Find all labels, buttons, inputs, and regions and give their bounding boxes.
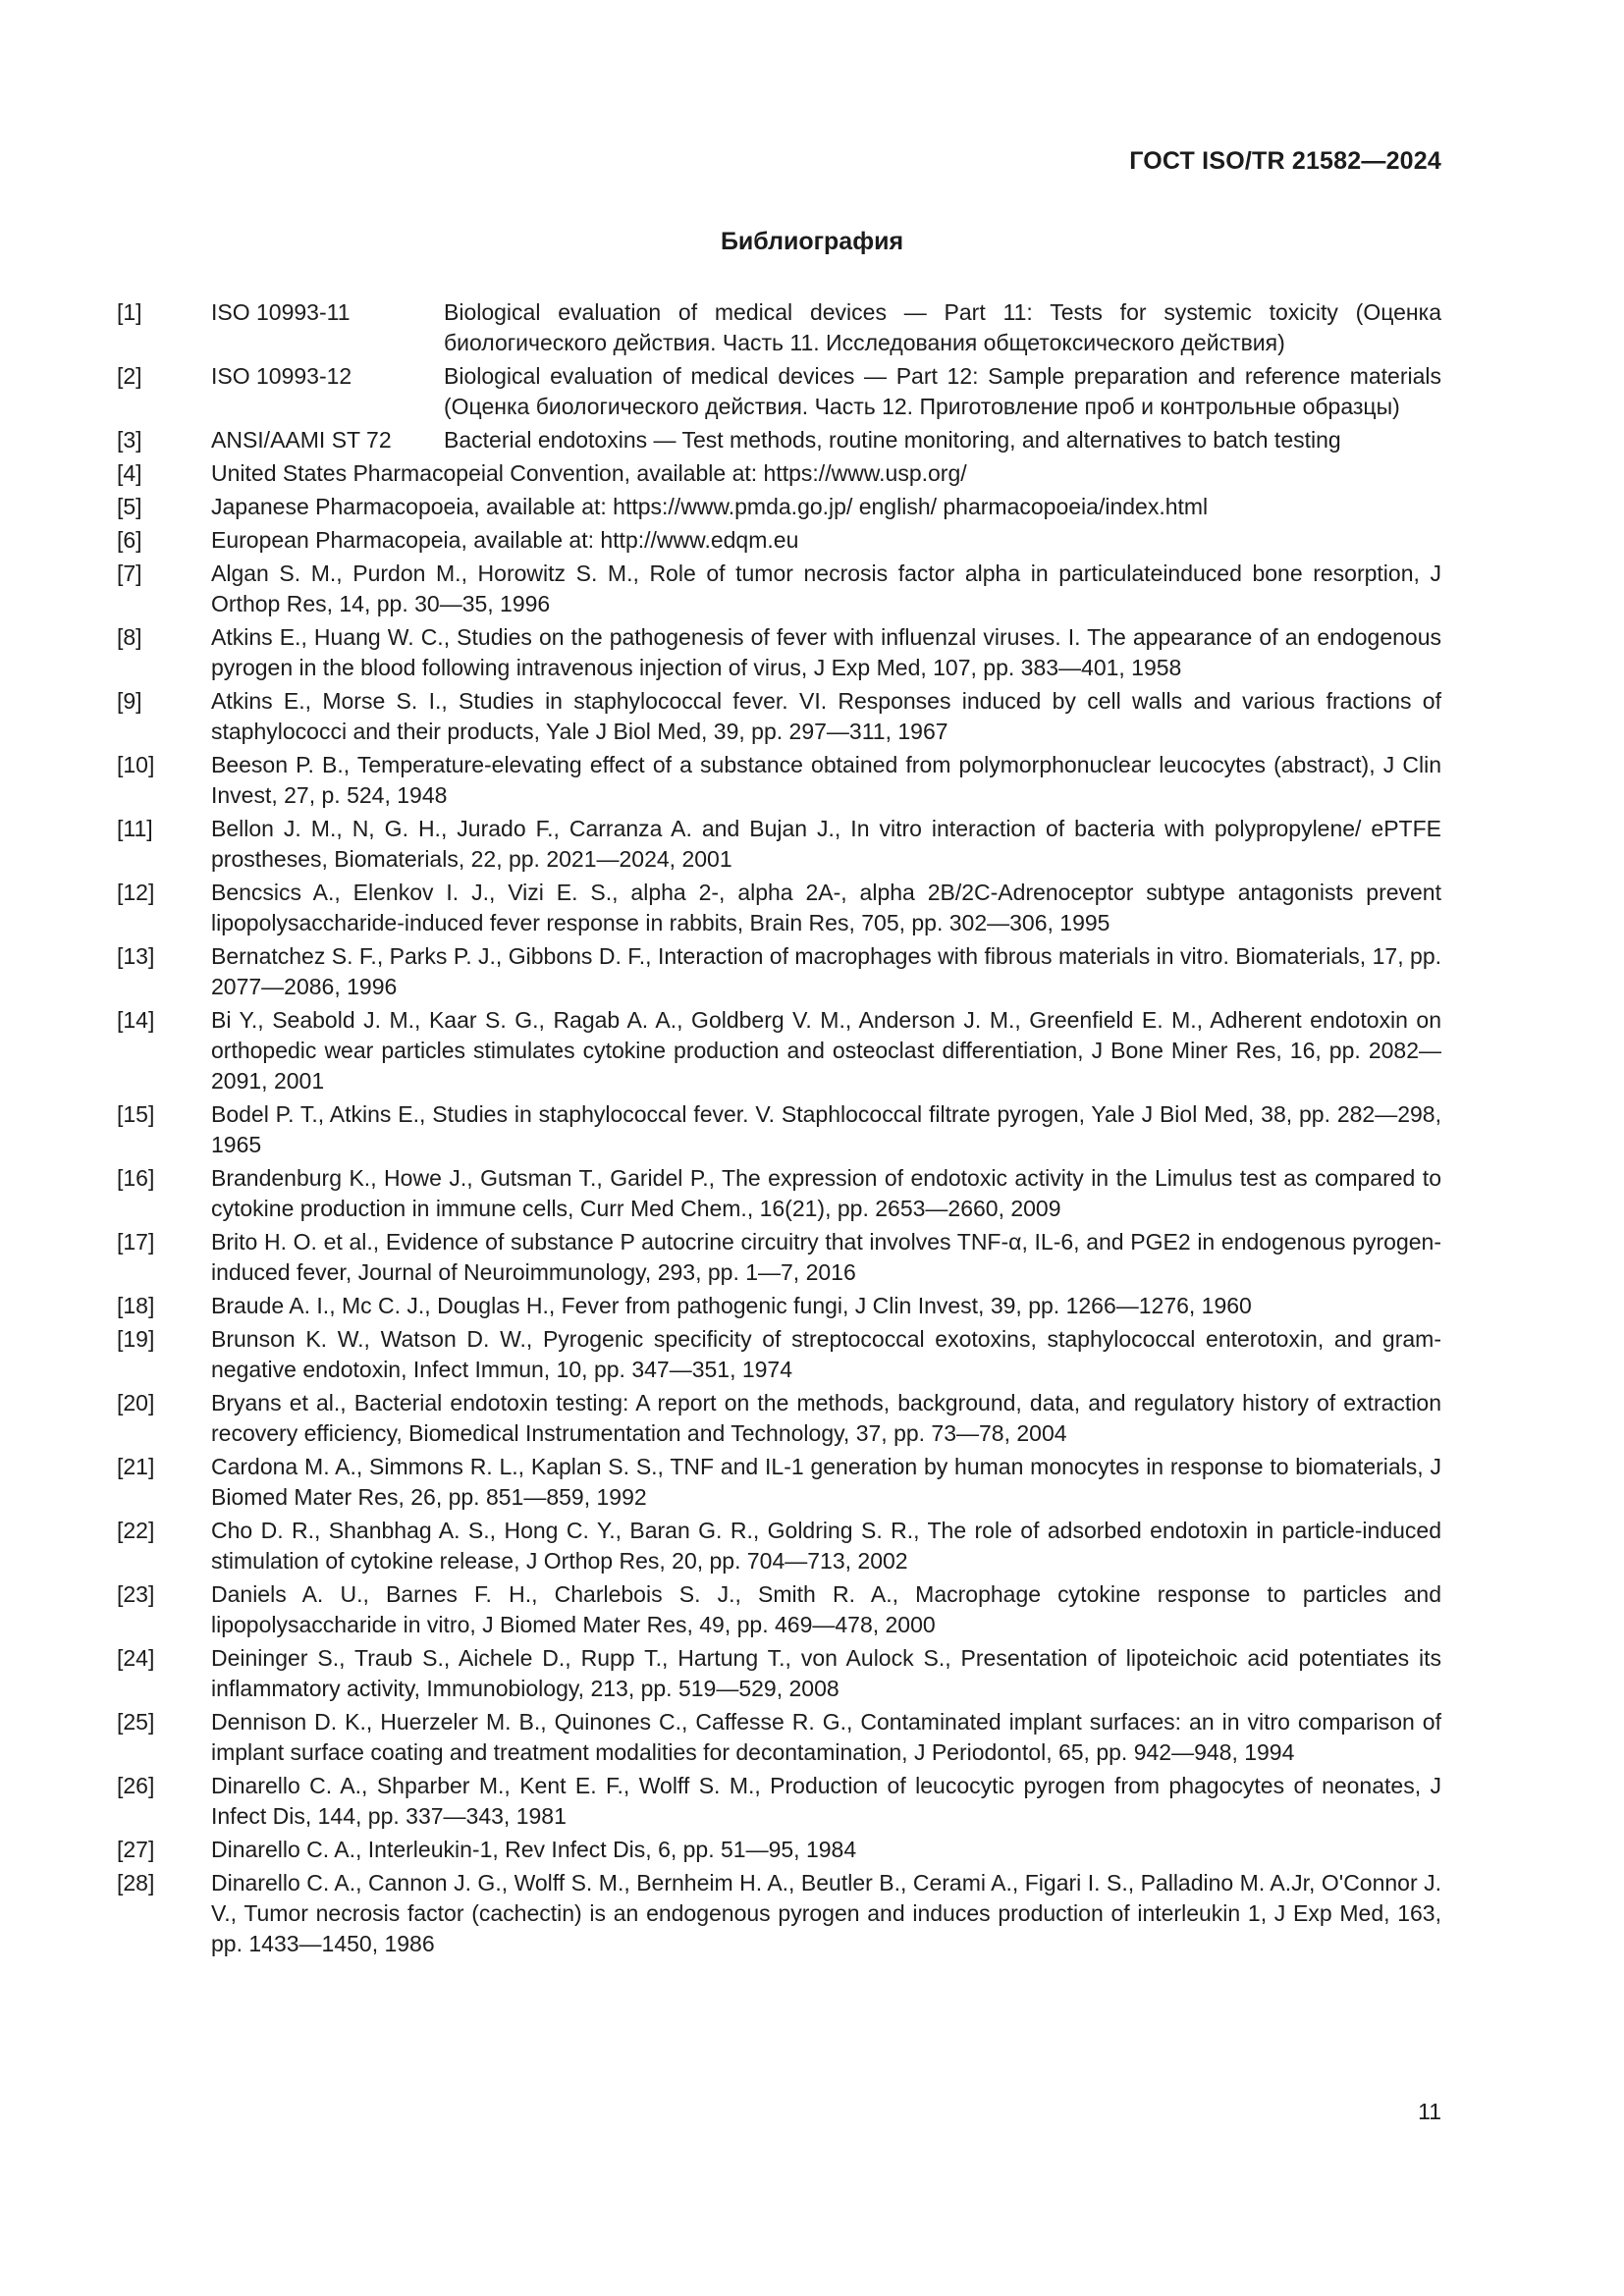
bibliography-entry: [117, 1868, 1441, 1959]
bibliography-entry: [117, 941, 1441, 1002]
bibliography-entry: [117, 1516, 1441, 1576]
bibliography-entry: [117, 1835, 1441, 1865]
bibliography-entry: [117, 425, 1441, 455]
entry-number: [23]: [117, 1581, 155, 1607]
entry-text: Biological evaluation of medical devices — Part 11: Tests for systemic toxicity (Оценка биологического действия. Часть 11. Исследования общетоксического действия): [444, 299, 1441, 355]
entry-number: [13]: [117, 943, 155, 969]
entry-number: [15]: [117, 1101, 155, 1127]
bibliography-entry: [117, 1163, 1441, 1224]
entry-text: Deininger S., Traub S., Aichele D., Rupp T., Hartung T., von Aulock S., Presentation of lipoteichoic acid potentiates its inflammatory activity, Immunobiology, 213, pp. 519—529, 2008: [211, 1645, 1441, 1701]
entry-text: Braude A. I., Mc C. J., Douglas H., Fever from pathogenic fungi, J Clin Invest, 39, pp. 1266—1276, 1960: [211, 1293, 1252, 1318]
bibliography-entry: [117, 878, 1441, 938]
entry-text: Dinarello C. A., Cannon J. G., Wolff S. M., Bernheim H. A., Beutler B., Cerami A., Figari I. S., Palladino M. A.Jr, O'Connor J. V., Tumor necrosis factor (cachectin) is an endogenous pyrogen and induces production of interleukin 1, J Exp Med, 163, pp. 1433—1450, 1986: [211, 1870, 1441, 1956]
entry-text: Bernatchez S. F., Parks P. J., Gibbons D. F., Interaction of macrophages with fibrous materials in vitro. Biomaterials, 17, pp. 2077—2086, 1996: [211, 943, 1441, 999]
entry-number: [20]: [117, 1390, 155, 1415]
entry-text: Japanese Pharmacopoeia, available at: https://www.pmda.go.jp/ english/ pharmacopoeia/index.html: [211, 494, 1209, 519]
entry-number: [26]: [117, 1773, 155, 1798]
entry-text: Bodel P. T., Atkins E., Studies in staphylococcal fever. V. Staphlococcal filtrate pyrogen, Yale J Biol Med, 38, pp. 282—298, 1965: [211, 1101, 1441, 1157]
entry-number: [19]: [117, 1326, 155, 1352]
entry-number: [5]: [117, 494, 142, 519]
entry-text: Dennison D. K., Huerzeler M. B., Quinones C., Caffesse R. G., Contaminated implant surfaces: an in vitro comparison of implant surface coating and treatment modalities for decontamination, J Periodontol, 65, pp. 942—948, 1994: [211, 1709, 1441, 1765]
entry-number: [3]: [117, 427, 142, 453]
entry-number: [6]: [117, 527, 142, 553]
bibliography-entry: [117, 1643, 1441, 1704]
bibliography-entry: [117, 686, 1441, 747]
entry-text: Bencsics A., Elenkov I. J., Vizi E. S., alpha 2-, alpha 2A-, alpha 2B/2C-Adrenoceptor subtype antagonists prevent lipopolysaccharide-induced fever response in rabbits, Brain Res, 705, pp. 302—306, 1995: [211, 880, 1441, 935]
entry-number: [27]: [117, 1837, 155, 1862]
bibliography-entry: [117, 1707, 1441, 1768]
entry-number: [21]: [117, 1454, 155, 1479]
bibliography-entry: [117, 1291, 1441, 1321]
entry-number: [14]: [117, 1007, 155, 1033]
entry-number: [8]: [117, 624, 142, 650]
entry-text: Bellon J. M., N, G. H., Jurado F., Carranza A. and Bujan J., In vitro interaction of bacteria with polypropylene/ ePTFE prostheses, Biomaterials, 22, pp. 2021—2024, 2001: [211, 816, 1441, 872]
bibliography-entry: [117, 559, 1441, 619]
bibliography-entry: [117, 1005, 1441, 1096]
bibliography-entry: [117, 1227, 1441, 1288]
entry-number: [4]: [117, 460, 142, 486]
entry-text: Biological evaluation of medical devices — Part 12: Sample preparation and reference materials (Оценка биологического действия. Часть 12. Приготовление проб и контрольные образцы): [444, 363, 1441, 419]
entry-number: [18]: [117, 1293, 155, 1318]
bibliography-entry: [117, 1388, 1441, 1449]
bibliography-entry: [117, 750, 1441, 811]
entry-text: Dinarello C. A., Shparber M., Kent E. F., Wolff S. M., Production of leucocytic pyrogen from phagocytes of neonates, J Infect Dis, 144, pp. 337—343, 1981: [211, 1773, 1441, 1829]
bibliography-entry: [117, 1452, 1441, 1513]
entry-standard: ISO 10993-11: [211, 299, 351, 325]
entry-number: [24]: [117, 1645, 155, 1671]
entry-text: Brandenburg K., Howe J., Gutsman T., Garidel P., The expression of endotoxic activity in the Limulus test as compared to cytokine production in immune cells, Curr Med Chem., 16(21), pp. 2653—2660, 2009: [211, 1165, 1441, 1221]
entry-text: Atkins E., Huang W. C., Studies on the pathogenesis of fever with influenzal viruses. I. The appearance of an endogenous pyrogen in the blood following intravenous injection of virus, J Exp Med, 107, pp. 383—401, 1958: [211, 624, 1441, 680]
bibliography-entry: [117, 622, 1441, 683]
bibliography-entry: [117, 492, 1441, 522]
entry-text: European Pharmacopeia, available at: http://www.edqm.eu: [211, 527, 799, 553]
entry-number: [7]: [117, 561, 142, 586]
page-title: Библиография: [720, 228, 904, 255]
entry-text: Brito H. O. et al., Evidence of substance P autocrine circuitry that involves TNF-α, IL-6, and PGE2 in endogenous pyrogen-induced fever, Journal of Neuroimmunology, 293, pp. 1—7, 2016: [211, 1229, 1441, 1285]
entry-number: [1]: [117, 299, 142, 325]
bibliography-list: [117, 297, 1441, 1962]
entry-standard: ANSI/AAMI ST 72: [211, 427, 392, 453]
bibliography-entry: [117, 361, 1441, 422]
entry-text: United States Pharmacopeial Convention, available at: https://www.usp.org/: [211, 460, 967, 486]
entry-text: Beeson P. B., Temperature-elevating effect of a substance obtained from polymorphonuclear leucocytes (abstract), J Clin Invest, 27, p. 524, 1948: [211, 752, 1441, 808]
bibliography-entry: [117, 297, 1441, 358]
entry-text: Dinarello C. A., Interleukin-1, Rev Infect Dis, 6, pp. 51—95, 1984: [211, 1837, 857, 1862]
entry-text: Bi Y., Seabold J. M., Kaar S. G., Ragab A. A., Goldberg V. M., Anderson J. M., Greenfield E. M., Adherent endotoxin on orthopedic wear particles stimulates cytokine production and osteoclast differentiation, J Bone Miner Res, 16, pp. 2082—2091, 2001: [211, 1007, 1441, 1094]
entry-text: Bacterial endotoxins — Test methods, routine monitoring, and alternatives to batch testing: [444, 427, 1341, 453]
entry-text: Brunson K. W., Watson D. W., Pyrogenic specificity of streptococcal exotoxins, staphylococcal enterotoxin, and gram-negative endotoxin, Infect Immun, 10, pp. 347—351, 1974: [211, 1326, 1441, 1382]
entry-number: [25]: [117, 1709, 155, 1735]
bibliography-entry: [117, 814, 1441, 875]
entry-text: Cho D. R., Shanbhag A. S., Hong C. Y., Baran G. R., Goldring S. R., The role of adsorbed endotoxin in particle-induced stimulation of cytokine release, J Orthop Res, 20, pp. 704—713, 2002: [211, 1518, 1441, 1574]
bibliography-entry: [117, 1771, 1441, 1832]
entry-number: [9]: [117, 688, 142, 714]
entry-number: [2]: [117, 363, 142, 389]
entry-standard: ISO 10993-12: [211, 363, 352, 389]
entry-number: [11]: [117, 816, 153, 841]
entry-number: [28]: [117, 1870, 155, 1896]
entry-number: [17]: [117, 1229, 155, 1255]
entry-text: Algan S. M., Purdon M., Horowitz S. M., Role of tumor necrosis factor alpha in particulateinduced bone resorption, J Orthop Res, 14, pp. 30—35, 1996: [211, 561, 1441, 616]
entry-text: Atkins E., Morse S. I., Studies in staphylococcal fever. VI. Responses induced by cell walls and various fractions of staphylococci and their products, Yale J Biol Med, 39, pp. 297—311, 1967: [211, 688, 1441, 744]
bibliography-entry: [117, 1579, 1441, 1640]
entry-text: Cardona M. A., Simmons R. L., Kaplan S. S., TNF and IL-1 generation by human monocytes in response to biomaterials, J Biomed Mater Res, 26, pp. 851—859, 1992: [211, 1454, 1441, 1510]
entry-number: [22]: [117, 1518, 155, 1543]
page-number: 11: [1418, 2099, 1441, 2124]
bibliography-entry: [117, 1324, 1441, 1385]
bibliography-entry: [117, 525, 1441, 556]
bibliography-entry: [117, 458, 1441, 489]
entry-number: [12]: [117, 880, 155, 905]
document-code: ГОСТ ISO/TR 21582—2024: [1129, 147, 1441, 175]
entry-text: Daniels A. U., Barnes F. H., Charlebois S. J., Smith R. A., Macrophage cytokine response to particles and lipopolysaccharide in vitro, J Biomed Mater Res, 49, pp. 469—478, 2000: [211, 1581, 1441, 1637]
bibliography-entry: [117, 1099, 1441, 1160]
entry-number: [16]: [117, 1165, 155, 1191]
entry-text: Bryans et al., Bacterial endotoxin testing: A report on the methods, background, data, and regulatory history of extraction recovery efficiency, Biomedical Instrumentation and Technology, 37, pp. 73—78, 2004: [211, 1390, 1441, 1446]
entry-number: [10]: [117, 752, 155, 777]
